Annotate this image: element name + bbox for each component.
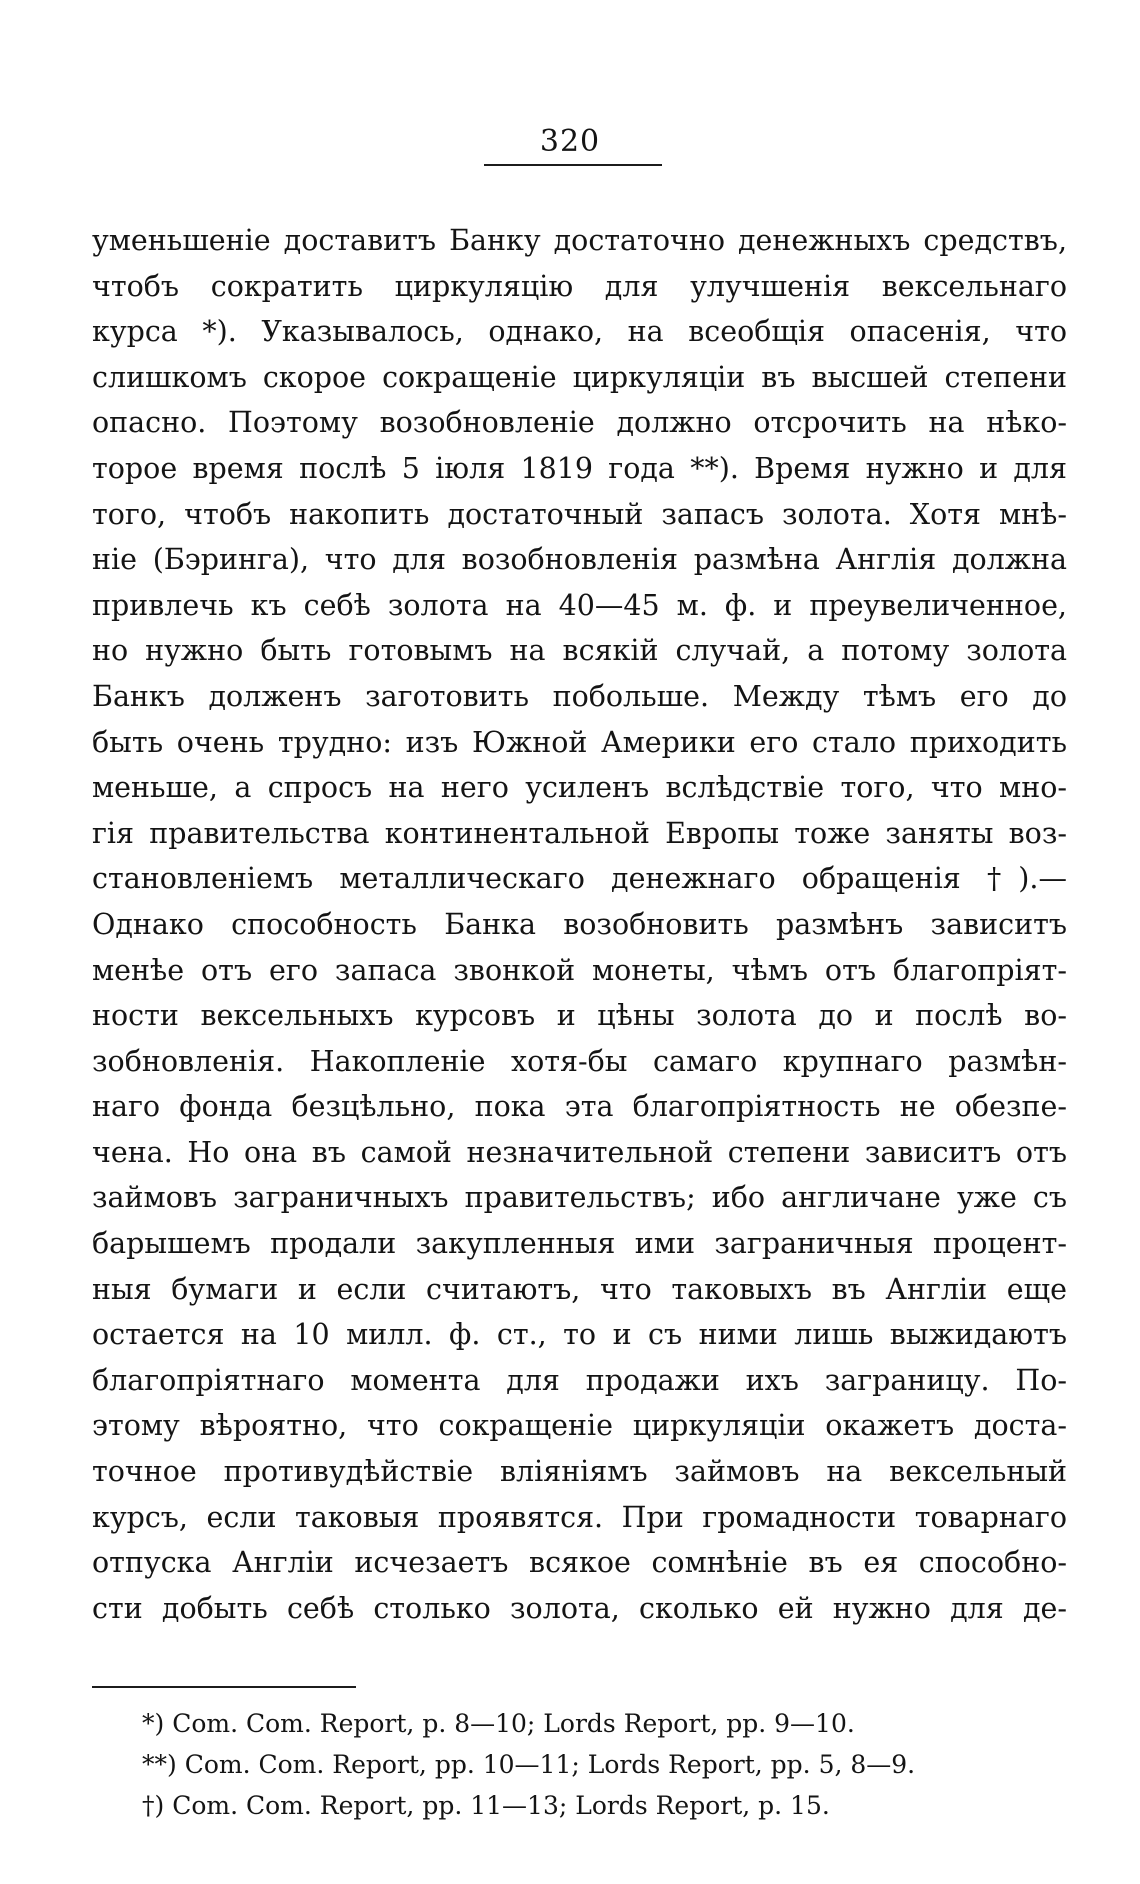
body-text [92,218,1067,1631]
text-line: остается на 10 милл. ф. ст., то и съ ними лишь выжидаютъ [92,1318,1067,1352]
footnote: *) Com. Com. Report, p. 8—10; Lords Report, pp. 9—10. [142,1709,855,1738]
text-line: точное противудѣйствіе вліяніямъ займовъ на вексельный [92,1455,1067,1489]
text-line: чена. Но она въ самой незначительной степени зависитъ отъ [92,1135,1067,1169]
text-line: барышемъ продали закупленныя ими заграничныя процент- [92,1227,1067,1261]
text-line: отпуска Англіи исчезаетъ всякое сомнѣніе въ ея способно- [92,1546,1067,1580]
text-line: Однако способность Банка возобновить размѣнъ зависитъ [92,907,1067,941]
footnote: **) Com. Com. Report, pp. 10—11; Lords Report, pp. 5, 8—9. [142,1750,916,1779]
text-line: займовъ заграничныхъ правительствъ; ибо англичане уже съ [92,1181,1067,1215]
text-line: гія правительства континентальной Европы тоже заняты воз- [92,816,1067,850]
footnote-rule [92,1686,356,1688]
footnote: †) Com. Com. Report, pp. 11—13; Lords Report, p. 15. [142,1791,830,1820]
text-line: того, чтобъ накопить достаточный запасъ золота. Хотя мнѣ- [92,497,1067,531]
footnotes [138,1703,1038,1826]
text-line: ности вексельныхъ курсовъ и цѣны золота до и послѣ во- [92,999,1067,1033]
text-line: меньше, а спросъ на него усиленъ вслѣдствіе того, что мно- [92,771,1067,805]
text-line: менѣе отъ его запаса звонкой монеты, чѣмъ отъ благопріят- [92,953,1067,987]
text-line: слишкомъ скорое сокращеніе циркуляціи въ высшей степени [92,360,1067,394]
text-line: но нужно быть готовымъ на всякій случай, а потому золота [92,634,1067,668]
text-line: зобновленія. Накопленіе хотя-бы самаго крупнаго размѣн- [92,1044,1067,1078]
text-line: быть очень трудно: изъ Южной Америки его стало приходить [92,725,1067,759]
page-number: 320 [539,124,601,159]
text-line: опасно. Поэтому возобновленіе должно отсрочить на нѣко- [92,406,1067,440]
text-line: Банкъ долженъ заготовить побольше. Между тѣмъ его до [92,679,1067,713]
page-number-rule [484,164,662,166]
text-line: курса *). Указывалось, однако, на всеобщія опасенія, что [92,315,1067,349]
text-line: наго фонда безцѣльно, пока эта благопріятность не обезпе- [92,1090,1067,1124]
text-line: становленіемъ металлическаго денежнаго обращенія †).— [92,862,1067,896]
text-line: чтобъ сократить циркуляцію для улучшенія вексельнаго [92,269,1067,303]
text-line: благопріятнаго момента для продажи ихъ заграницу. По- [92,1363,1067,1397]
text-line: привлечь къ себѣ золота на 40—45 м. ф. и преувеличенное, [92,588,1067,622]
text-line: сти добыть себѣ столько золота, сколько ей нужно для де- [92,1591,1067,1625]
text-line: ныя бумаги и если считаютъ, что таковыхъ въ Англіи еще [92,1272,1067,1306]
text-line: уменьшеніе доставитъ Банку достаточно денежныхъ средствъ, [92,224,1067,257]
text-line: торое время послѣ 5 іюля 1819 года **). Время нужно и для [92,451,1067,485]
text-line: этому вѣроятно, что сокращеніе циркуляціи окажетъ доста- [92,1409,1067,1443]
text-line: ніе (Бэринга), что для возобновленія размѣна Англія должна [92,543,1067,577]
text-line: курсъ, если таковыя проявятся. При громадности товарнаго [92,1500,1067,1534]
